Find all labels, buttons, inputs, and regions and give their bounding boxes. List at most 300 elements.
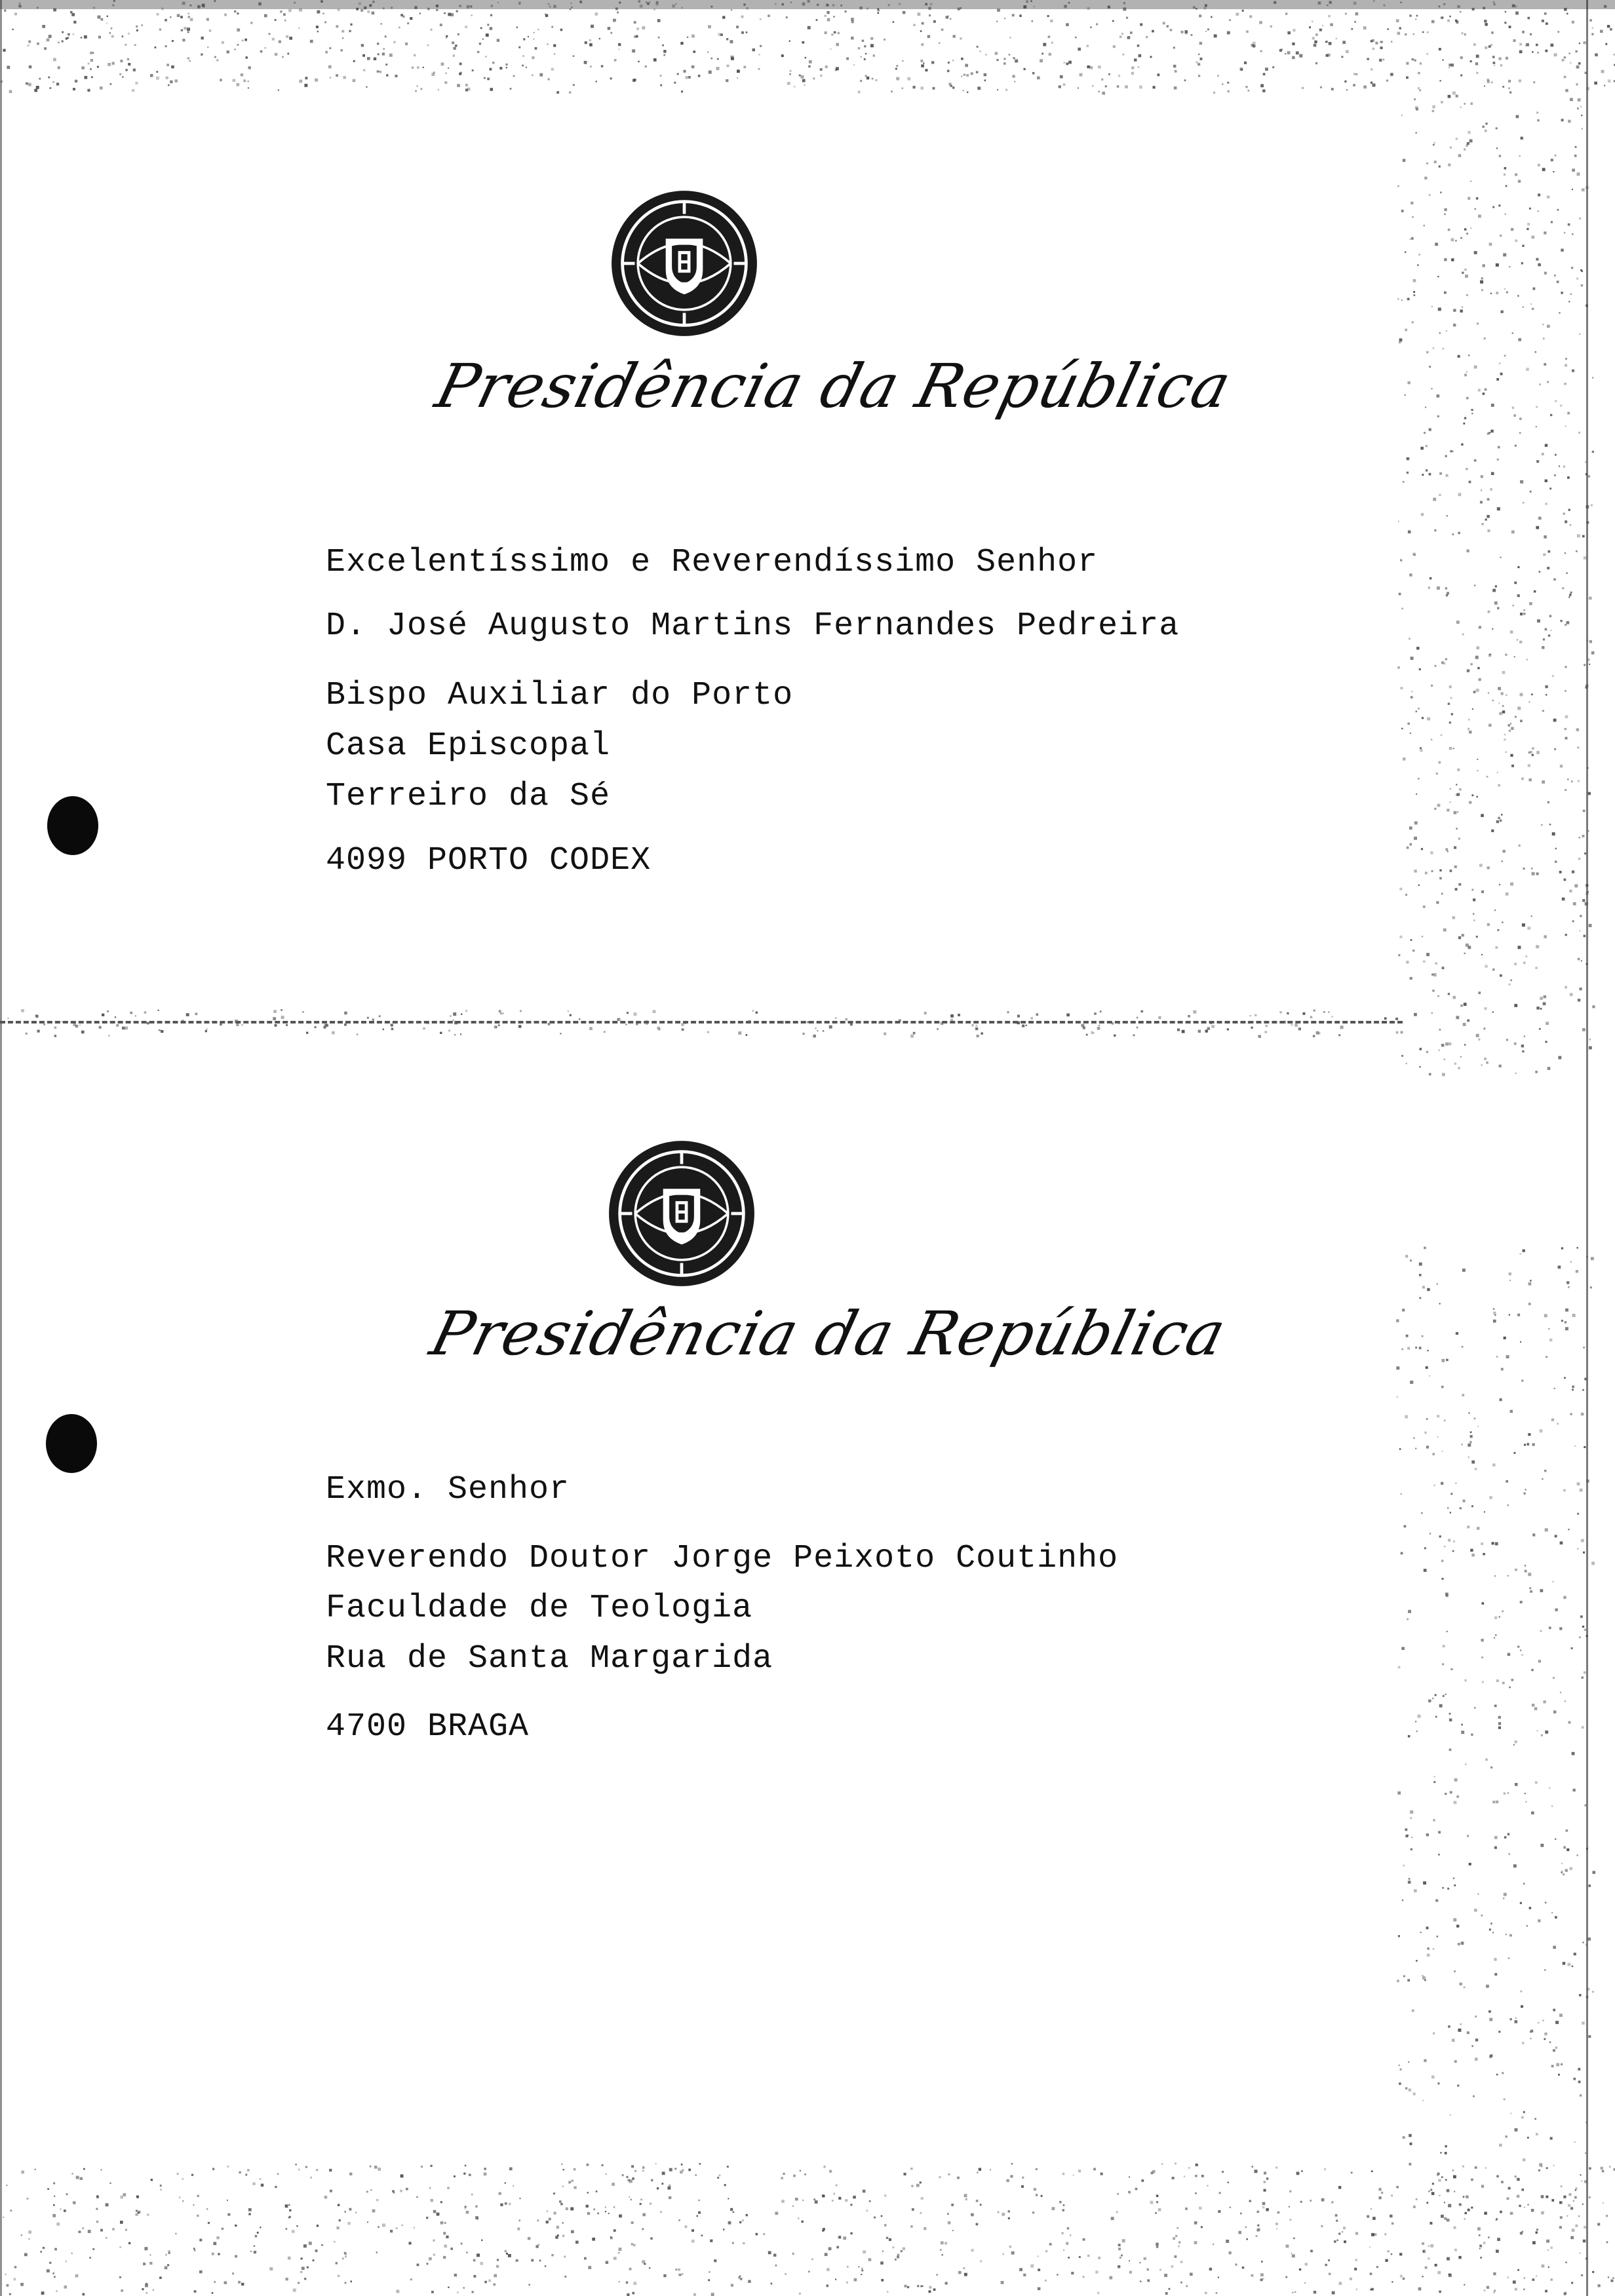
speckle-dot [1500, 373, 1503, 375]
speckle-dot [490, 14, 492, 16]
speckle-dot [298, 2169, 300, 2171]
speckle-dot [1531, 1669, 1533, 1671]
speckle-dot [1458, 1067, 1460, 1069]
speckle-dot [731, 57, 734, 60]
speckle-dot [1508, 1957, 1510, 1959]
speckle-dot [1479, 2248, 1481, 2249]
speckle-dot [1489, 1928, 1491, 1930]
speckle-dot [1473, 913, 1475, 915]
speckle-dot [1078, 87, 1079, 88]
speckle-dot [241, 2283, 244, 2286]
speckle-dot [1426, 1926, 1429, 1929]
speckle-dot [1521, 262, 1523, 264]
speckle-dot [980, 2261, 982, 2263]
speckle-dot [1159, 2269, 1161, 2271]
speckle-dot [107, 63, 111, 66]
speckle-dot [1397, 298, 1399, 300]
speckle-dot [1448, 2025, 1450, 2028]
speckle-dot [376, 2199, 379, 2202]
speckle-dot [75, 2274, 79, 2278]
speckle-dot [628, 2179, 631, 2182]
speckle-dot [1458, 532, 1460, 535]
speckle-dot [920, 2181, 922, 2183]
speckle-dot [1403, 1865, 1405, 1866]
speckle-dot [539, 73, 543, 77]
speckle-dot [349, 2208, 352, 2211]
speckle-dot [1544, 995, 1547, 999]
speckle-dot [1330, 24, 1333, 26]
speckle-dot [1498, 446, 1500, 449]
speckle-dot [324, 2196, 328, 2199]
speckle-dot [1131, 66, 1134, 69]
speckle-dot [1293, 2238, 1295, 2240]
speckle-dot [1506, 695, 1508, 697]
speckle-dot [669, 2196, 671, 2199]
speckle-dot [1178, 2242, 1180, 2244]
speckle-dot [1576, 278, 1578, 280]
speckle-dot [836, 43, 839, 47]
speckle-dot [1520, 1650, 1521, 1651]
speckle-dot [1059, 2201, 1062, 2204]
speckle-dot [440, 1032, 442, 1034]
speckle-dot [1546, 2196, 1548, 2198]
speckle-dot [1140, 24, 1142, 26]
speckle-dot [1108, 73, 1110, 75]
speckle-dot [1262, 2202, 1266, 2206]
speckle-dot [453, 54, 455, 56]
speckle-dot [1292, 2254, 1295, 2257]
speckle-dot [1576, 1247, 1578, 1249]
speckle-dot [1476, 197, 1479, 200]
speckle-dot [1587, 522, 1589, 524]
speckle-dot [746, 31, 748, 33]
speckle-dot [53, 2204, 55, 2206]
speckle-dot [47, 2269, 50, 2272]
speckle-dot [1492, 700, 1494, 701]
speckle-dot [1547, 195, 1549, 198]
speckle-dot [1401, 1552, 1403, 1555]
speckle-dot [1331, 1016, 1333, 1018]
speckle-dot [454, 47, 456, 50]
speckle-dot [589, 1027, 593, 1030]
speckle-dot [817, 1030, 818, 1031]
speckle-dot [1570, 592, 1572, 594]
speckle-dot [161, 8, 164, 10]
speckle-dot [904, 2173, 906, 2175]
speckle-dot [1410, 239, 1411, 240]
speckle-dot [800, 2170, 801, 2172]
speckle-dot [1342, 41, 1346, 44]
speckle-dot [1586, 505, 1589, 508]
speckle-dot [728, 2198, 729, 2199]
speckle-dot [1460, 309, 1463, 313]
speckle-dot [1034, 6, 1035, 7]
speckle-dot [250, 22, 252, 24]
speckle-dot [367, 2221, 368, 2223]
speckle-dot [1443, 1645, 1445, 1647]
speckle-dot [120, 2221, 123, 2224]
speckle-dot [156, 77, 159, 80]
speckle-dot [1485, 519, 1487, 521]
speckle-dot [1433, 498, 1436, 501]
speckle-dot [1312, 37, 1315, 39]
speckle-dot [1477, 322, 1479, 324]
speckle-dot [1494, 1314, 1496, 1316]
speckle-dot [1023, 5, 1026, 9]
speckle-dot [518, 47, 520, 48]
speckle-dot [1068, 2, 1070, 3]
speckle-dot [1439, 166, 1441, 168]
speckle-dot [419, 12, 421, 14]
speckle-dot [740, 2278, 743, 2280]
speckle-dot [494, 2284, 496, 2286]
speckle-dot [941, 2254, 943, 2256]
speckle-dot [1553, 579, 1556, 581]
speckle-dot [1547, 801, 1549, 803]
speckle-dot [1372, 48, 1375, 50]
speckle-dot [1551, 2278, 1553, 2280]
speckle-dot [1371, 68, 1372, 70]
speckle-dot [1328, 15, 1331, 18]
speckle-dot [1581, 284, 1583, 286]
speckle-dot [1439, 48, 1441, 50]
speckle-dot [1026, 1025, 1027, 1026]
speckle-dot [921, 64, 924, 67]
speckle-dot [112, 2228, 115, 2230]
speckle-dot [1532, 1444, 1535, 1446]
speckle-dot [1540, 1589, 1544, 1592]
speckle-dot [1543, 554, 1546, 556]
speckle-dot [1454, 1778, 1458, 1782]
speckle-dot [626, 2282, 628, 2284]
speckle-dot [948, 83, 951, 85]
speckle-dot [1606, 2215, 1608, 2217]
speckle-dot [1434, 161, 1437, 163]
speckle-dot [920, 2212, 922, 2214]
speckle-dot [502, 1012, 504, 1014]
speckle-dot [964, 2273, 967, 2276]
speckle-dot [1536, 1730, 1538, 1731]
speckle-dot [1266, 2208, 1269, 2211]
speckle-dot [1449, 747, 1452, 750]
speckle-dot [1585, 72, 1587, 74]
speckle-dot [433, 2240, 435, 2242]
speckle-dot [1379, 59, 1382, 62]
speckle-dot [1523, 1493, 1525, 1495]
speckle-dot [1523, 502, 1525, 504]
speckle-dot [696, 2215, 698, 2217]
speckle-dot [1489, 2056, 1492, 2058]
speckle-dot [1510, 2113, 1511, 2114]
speckle-dot [996, 59, 998, 61]
speckle-dot [829, 1025, 832, 1029]
speckle-dot [1299, 54, 1302, 58]
speckle-dot [1527, 223, 1530, 225]
speckle-dot [547, 43, 548, 45]
speckle-dot [444, 12, 446, 14]
speckle-dot [741, 16, 744, 18]
speckle-dot [551, 68, 554, 71]
speckle-dot [1515, 2128, 1518, 2132]
speckle-dot [1487, 498, 1490, 501]
speckle-dot [752, 48, 755, 51]
speckle-dot [1579, 837, 1581, 839]
speckle-dot [535, 47, 537, 50]
speckle-dot [1150, 56, 1152, 58]
speckle-dot [1322, 25, 1323, 26]
speckle-dot [1500, 974, 1502, 977]
speckle-dot [1492, 206, 1494, 208]
speckle-dot [357, 1034, 359, 1036]
speckle-dot [1435, 1694, 1437, 1696]
speckle-dot [410, 17, 412, 20]
speckle-dot [963, 2267, 965, 2269]
speckle-dot [1488, 692, 1489, 693]
speckle-dot [53, 2183, 55, 2185]
speckle-dot [1487, 515, 1490, 518]
speckle-dot [1527, 1925, 1528, 1926]
speckle-dot [1559, 1627, 1562, 1630]
address-recipient-title: Bispo Auxiliar do Porto [326, 677, 794, 714]
speckle-dot [835, 2279, 836, 2280]
speckle-dot [1476, 646, 1479, 649]
speckle-dot [37, 1030, 40, 1033]
speckle-dot [239, 2172, 241, 2173]
speckle-dot [1229, 2251, 1232, 2254]
speckle-dot [1480, 501, 1483, 503]
speckle-dot [1558, 1266, 1561, 1269]
speckle-dot [1352, 28, 1353, 30]
speckle-dot [79, 2231, 81, 2233]
speckle-dot [125, 69, 127, 71]
speckle-dot [1546, 503, 1547, 505]
speckle-dot [1015, 60, 1018, 63]
speckle-dot [379, 71, 381, 73]
speckle-dot [1185, 2208, 1188, 2210]
speckle-dot [1031, 1017, 1034, 1020]
speckle-dot [619, 2248, 622, 2251]
speckle-dot [337, 2227, 340, 2229]
speckle-dot [1551, 1419, 1554, 1421]
speckle-dot [206, 18, 209, 21]
speckle-dot [257, 2232, 259, 2234]
speckle-dot [589, 43, 593, 47]
speckle-dot [125, 1027, 128, 1030]
speckle-dot [1456, 621, 1460, 624]
speckle-dot [1478, 1039, 1480, 1041]
speckle-dot [44, 47, 47, 50]
speckle-dot [1568, 509, 1570, 511]
speckle-dot [1458, 493, 1462, 496]
speckle-dot [1480, 2257, 1482, 2259]
speckle-dot [1539, 571, 1541, 573]
speckle-dot [1578, 62, 1581, 65]
speckle-dot [1536, 406, 1538, 408]
speckle-dot [1532, 1533, 1535, 1536]
speckle-dot [64, 2286, 68, 2289]
speckle-dot [1011, 2163, 1013, 2165]
speckle-dot [1532, 2278, 1535, 2281]
speckle-dot [1433, 144, 1435, 146]
speckle-dot [1483, 1553, 1485, 1556]
speckle-dot [1257, 2225, 1259, 2227]
speckle-dot [1561, 2063, 1563, 2065]
speckle-dot [1196, 62, 1198, 64]
speckle-dot [1580, 1615, 1583, 1618]
speckle-dot [957, 2177, 960, 2179]
speckle-dot [433, 2253, 435, 2255]
punch-hole-1 [47, 796, 98, 855]
speckle-dot [1427, 31, 1429, 33]
speckle-dot [54, 2276, 56, 2278]
speckle-dot [1476, 936, 1478, 938]
speckle-dot [1010, 2175, 1013, 2177]
speckle-dot [1517, 2178, 1519, 2181]
speckle-dot [1249, 2200, 1251, 2202]
speckle-dot [1196, 2164, 1198, 2166]
speckle-dot [802, 2200, 804, 2201]
speckle-dot [1455, 1483, 1456, 1484]
speckle-dot [1527, 659, 1528, 660]
speckle-dot [887, 2291, 889, 2293]
speckle-dot [629, 2196, 630, 2198]
speckle-dot [1426, 351, 1429, 354]
speckle-dot [1469, 1441, 1471, 1443]
speckle-dot [1570, 1261, 1572, 1263]
speckle-dot [1542, 1478, 1544, 1480]
speckle-dot [920, 30, 922, 32]
speckle-dot [246, 56, 248, 58]
speckle-dot [1426, 1366, 1428, 1369]
speckle-dot [1586, 1480, 1589, 1483]
speckle-dot [1521, 2189, 1524, 2191]
speckle-dot [1442, 348, 1444, 350]
speckle-dot [135, 1015, 136, 1016]
speckle-dot [54, 1035, 57, 1037]
speckle-dot [570, 1014, 572, 1016]
speckle-dot [315, 2249, 318, 2252]
speckle-dot [90, 52, 92, 54]
speckle-dot [1428, 586, 1430, 588]
speckle-dot [1004, 18, 1005, 19]
speckle-dot [1487, 2286, 1489, 2289]
speckle-dot [474, 2275, 477, 2278]
speckle-dot [1001, 2281, 1004, 2284]
speckle-dot [1427, 1288, 1430, 1291]
speckle-dot [1577, 534, 1580, 537]
speckle-dot [1424, 225, 1425, 226]
speckle-dot [187, 28, 190, 31]
speckle-dot [115, 1016, 116, 1018]
speckle-dot [881, 2215, 883, 2217]
speckle-dot [804, 85, 806, 86]
speckle-dot [588, 2266, 591, 2269]
speckle-dot [1475, 2057, 1478, 2061]
speckle-dot [1321, 2225, 1323, 2227]
speckle-dot [1413, 294, 1415, 296]
speckle-dot [1504, 1337, 1506, 1339]
speckle-dot [1521, 778, 1524, 780]
speckle-dot [647, 3, 650, 5]
speckle-dot [1491, 31, 1494, 34]
speckle-dot [1538, 2022, 1540, 2024]
speckle-dot [1514, 582, 1517, 584]
speckle-dot [1587, 1938, 1591, 1941]
speckle-dot [293, 2289, 296, 2292]
speckle-dot [1006, 2179, 1009, 2182]
speckle-dot [1574, 155, 1577, 157]
speckle-dot [1549, 615, 1551, 617]
speckle-dot [1492, 1011, 1494, 1013]
speckle-dot [1067, 2227, 1070, 2230]
speckle-dot [100, 2229, 103, 2232]
speckle-dot [1489, 2018, 1492, 2021]
speckle-dot [1019, 2268, 1022, 2271]
speckle-dot [1582, 1626, 1584, 1628]
speckle-dot [1411, 1848, 1412, 1850]
speckle-dot [1423, 961, 1426, 963]
speckle-dot [1468, 131, 1470, 134]
speckle-dot [111, 28, 113, 29]
speckle-dot [1474, 584, 1476, 586]
speckle-dot [1548, 634, 1550, 636]
speckle-dot [557, 2234, 559, 2236]
speckle-dot [1497, 2238, 1500, 2241]
speckle-dot [1565, 789, 1566, 791]
speckle-dot [1466, 2195, 1469, 2198]
speckle-dot [1582, 188, 1585, 191]
speckle-dot [1421, 1512, 1423, 1514]
speckle-dot [1528, 1573, 1531, 1576]
speckle-dot [1453, 1918, 1456, 1921]
speckle-dot [758, 68, 760, 70]
speckle-dot [1062, 2173, 1065, 2175]
speckle-dot [859, 7, 863, 10]
speckle-dot [1494, 1575, 1496, 1577]
speckle-dot [233, 79, 236, 83]
speckle-dot [1519, 155, 1521, 157]
speckle-dot [100, 86, 103, 90]
speckle-dot [1022, 1025, 1024, 1027]
speckle-dot [440, 2201, 442, 2203]
speckle-dot [1121, 2255, 1123, 2257]
speckle-dot [1093, 1033, 1094, 1034]
speckle-dot [1481, 954, 1483, 955]
speckle-dot [1462, 2166, 1464, 2168]
speckle-dot [1477, 770, 1479, 771]
speckle-dot [288, 2257, 291, 2260]
speckle-dot [958, 2271, 961, 2274]
speckle-dot [1397, 32, 1401, 35]
speckle-dot [1002, 2213, 1005, 2216]
speckle-dot [1405, 329, 1407, 332]
speckle-dot [344, 1024, 347, 1026]
speckle-dot [1562, 59, 1565, 62]
speckle-dot [771, 2283, 773, 2285]
speckle-dot [500, 1013, 501, 1014]
speckle-dot [980, 2204, 982, 2206]
speckle-dot [1108, 6, 1110, 9]
speckle-dot [1458, 2256, 1461, 2259]
speckle-dot [792, 2253, 794, 2255]
speckle-dot [1446, 474, 1449, 477]
speckle-dot [1513, 414, 1516, 417]
speckle-dot [1572, 2229, 1575, 2232]
speckle-dot [1470, 60, 1472, 62]
speckle-dot [1431, 388, 1433, 389]
speckle-dot [727, 65, 730, 67]
speckle-dot [1574, 884, 1578, 887]
